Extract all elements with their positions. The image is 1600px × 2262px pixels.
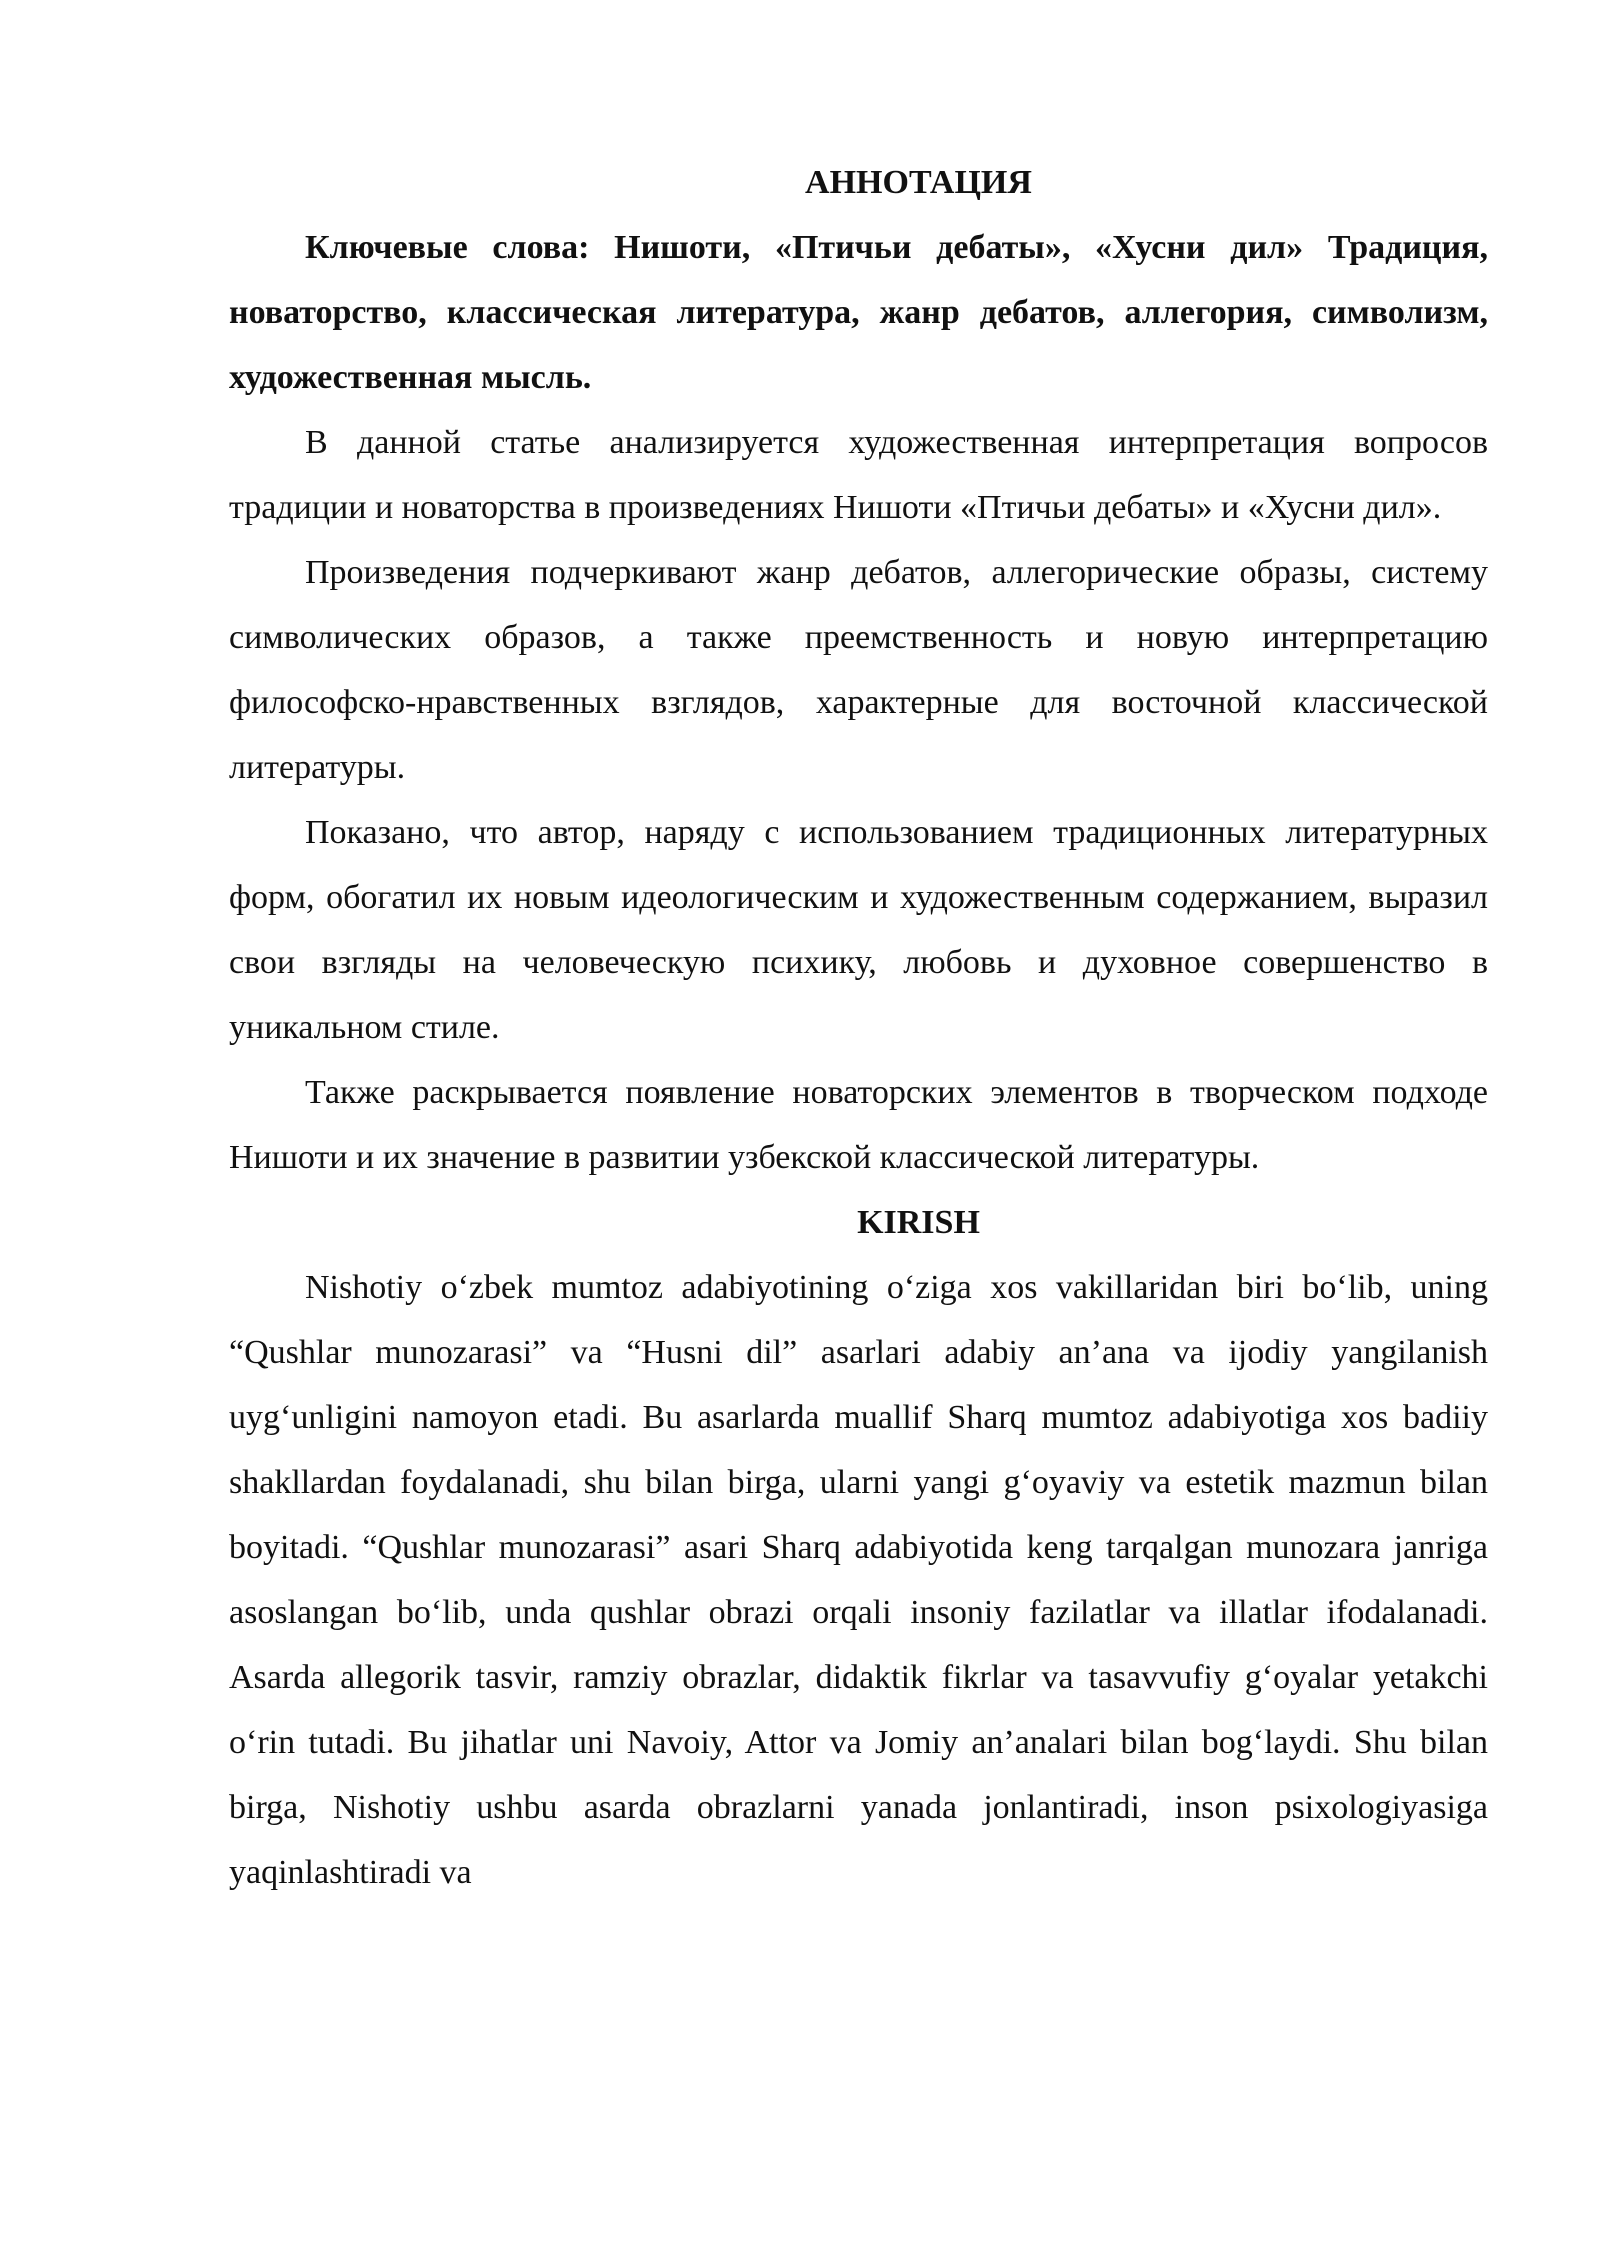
annotation-paragraph: Произведения подчеркивают жанр дебатов, аллегорические образы, систему символических образов, а также преемственность и новую интерпретацию философско-нравственных взглядов, характерные для восточной классической литературы. [229, 554, 1488, 786]
annotation-paragraph: В данной статье анализируется художественная интерпретация вопросов традиции и новаторства в произведениях Нишоти «Птичьи дебаты» и «Хусни дил». [229, 424, 1488, 526]
annotation-paragraph: Показано, что автор, наряду с использованием традиционных литературных форм, обогатил их новым идеологическим и художественным содержанием, выразил свои взгляды на человеческую психику, любовь и духовное совершенство в уникальном стиле. [229, 814, 1488, 1046]
annotation-title: АННОТАЦИЯ [805, 164, 1032, 201]
annotation-paragraph: Также раскрывается появление новаторских элементов в творческом подходе Нишоти и их значение в развитии узбекской классической литературы. [229, 1074, 1488, 1176]
document-page [229, 150, 1488, 1905]
intro-paragraph: Nishotiy o‘zbek mumtoz adabiyotining o‘ziga xos vakillaridan biri bo‘lib, uning “Qushlar munozarasi” va “Husni dil” asarlari adabiy an’ana va ijodiy yangilanish uyg‘unligini namoyon etadi. Bu asarlarda muallif Sharq mumtoz adabiyotiga xos badiiy shakllardan foydalanadi, shu bilan birga, ularni yangi g‘oyaviy va estetik mazmun bilan boyitadi. “Qushlar munozarasi” asari Sharq adabiyotida keng tarqalgan munozara janriga asoslangan bo‘lib, unda qushlar obrazi orqali insoniy fazilatlar va illatlar ifodalanadi. Asarda allegorik tasvir, ramziy obrazlar, didaktik fikrlar va tasavvufiy g‘oyalar yetakchi o‘rin tutadi. Bu jihatlar uni Navoiy, Attor va Jomiy an’analari bilan bog‘laydi. Shu bilan birga, Nishotiy ushbu asarda obrazlarni yanada jonlantiradi, inson psixologiyasiga yaqinlashtiradi va [229, 1269, 1488, 1891]
intro-title: KIRISH [857, 1204, 980, 1241]
keywords-paragraph: Ключевые слова: Нишоти, «Птичьи дебаты», «Хусни дил» Традиция, новаторство, классическая литература, жанр дебатов, аллегория, символизм, художественная мысль. [229, 229, 1488, 396]
